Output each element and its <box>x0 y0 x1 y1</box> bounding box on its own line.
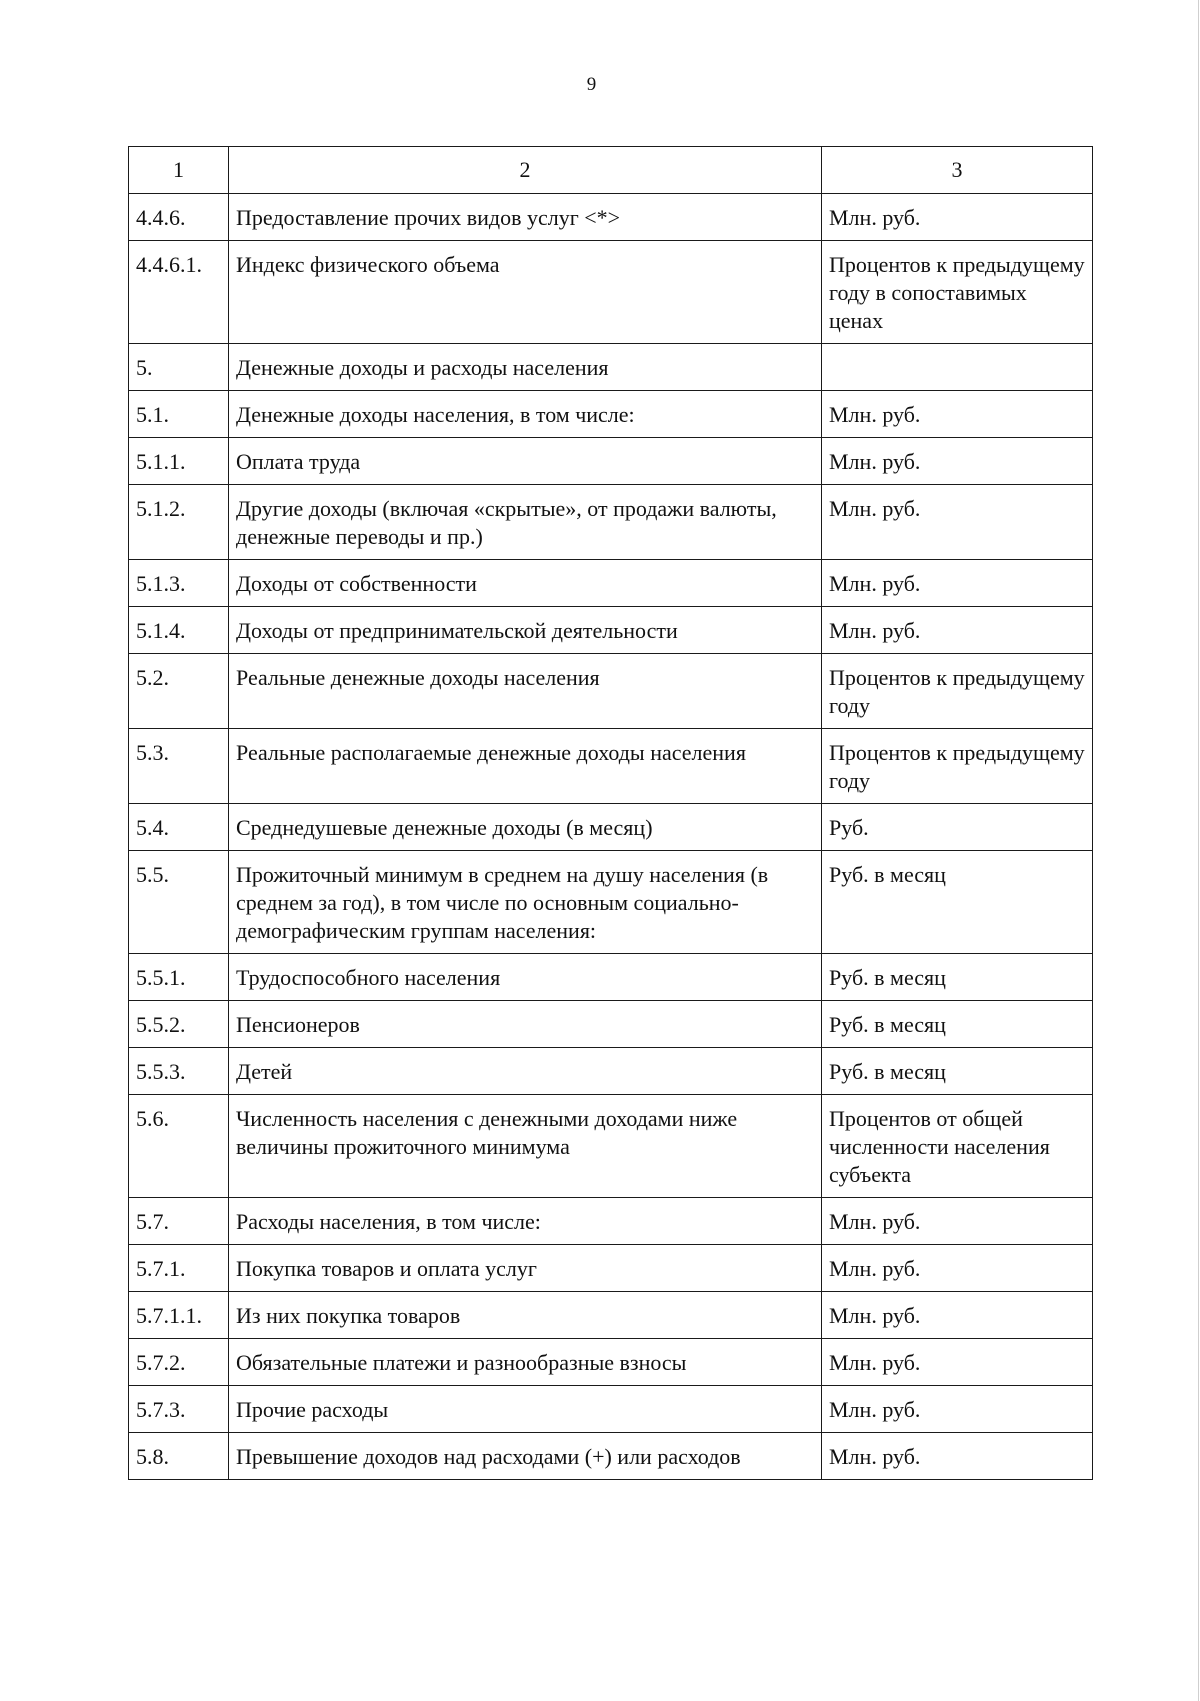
row-indicator-cell: Предоставление прочих видов услуг <*> <box>229 194 822 241</box>
row-number-cell: 5.4. <box>129 804 229 851</box>
row-indicator-cell: Индекс физического объема <box>229 241 822 344</box>
row-number-cell: 5.7.3. <box>129 1386 229 1433</box>
row-indicator-cell: Превышение доходов над расходами (+) или расходов <box>229 1433 822 1480</box>
table-row <box>129 729 1093 804</box>
row-number-cell: 5.7.1. <box>129 1245 229 1292</box>
row-indicator-cell: Доходы от предпринимательской деятельности <box>229 607 822 654</box>
row-indicator-cell: Обязательные платежи и разнообразные взносы <box>229 1339 822 1386</box>
row-unit-cell: Млн. руб. <box>822 1433 1093 1480</box>
table-row <box>129 194 1093 241</box>
row-number-cell: 5.5. <box>129 851 229 954</box>
row-indicator-cell: Покупка товаров и оплата услуг <box>229 1245 822 1292</box>
scan-edge-line <box>1198 0 1199 1701</box>
row-number-cell: 5.5.3. <box>129 1048 229 1095</box>
row-unit-cell: Процентов к предыдущему году <box>822 654 1093 729</box>
table-row <box>129 438 1093 485</box>
row-number-cell: 5.6. <box>129 1095 229 1198</box>
row-number-cell: 4.4.6.1. <box>129 241 229 344</box>
row-indicator-cell: Доходы от собственности <box>229 560 822 607</box>
row-number-cell: 5.7.2. <box>129 1339 229 1386</box>
table-row <box>129 1292 1093 1339</box>
row-unit-cell <box>822 344 1093 391</box>
row-indicator-cell: Из них покупка товаров <box>229 1292 822 1339</box>
row-number-cell: 5.7.1.1. <box>129 1292 229 1339</box>
row-indicator-cell: Численность населения с денежными доходами ниже величины прожиточного минимума <box>229 1095 822 1198</box>
row-indicator-cell: Другие доходы (включая «скрытые», от продажи валюты, денежные переводы и пр.) <box>229 485 822 560</box>
table-row <box>129 1339 1093 1386</box>
row-unit-cell: Млн. руб. <box>822 1292 1093 1339</box>
table-row <box>129 1001 1093 1048</box>
table-row <box>129 1095 1093 1198</box>
row-unit-cell: Млн. руб. <box>822 391 1093 438</box>
row-number-cell: 4.4.6. <box>129 194 229 241</box>
row-indicator-cell: Прочие расходы <box>229 1386 822 1433</box>
row-number-cell: 5.1.1. <box>129 438 229 485</box>
table-row <box>129 485 1093 560</box>
row-unit-cell: Млн. руб. <box>822 485 1093 560</box>
row-unit-cell: Млн. руб. <box>822 607 1093 654</box>
table-row <box>129 560 1093 607</box>
row-unit-cell: Млн. руб. <box>822 194 1093 241</box>
table-row <box>129 804 1093 851</box>
header-col-number: 1 <box>129 147 229 194</box>
table-row <box>129 1198 1093 1245</box>
indicators-table <box>128 146 1093 1480</box>
row-indicator-cell: Расходы населения, в том числе: <box>229 1198 822 1245</box>
table-body <box>129 194 1093 1480</box>
table-row <box>129 954 1093 1001</box>
row-unit-cell: Процентов от общей численности населения субъекта <box>822 1095 1093 1198</box>
header-row <box>129 147 1093 194</box>
table-row <box>129 1386 1093 1433</box>
table-row <box>129 391 1093 438</box>
row-unit-cell: Млн. руб. <box>822 1339 1093 1386</box>
row-number-cell: 5. <box>129 344 229 391</box>
row-unit-cell: Процентов к предыдущему году в сопоставимых ценах <box>822 241 1093 344</box>
row-unit-cell: Млн. руб. <box>822 1245 1093 1292</box>
row-number-cell: 5.5.2. <box>129 1001 229 1048</box>
row-number-cell: 5.8. <box>129 1433 229 1480</box>
table-row <box>129 1433 1093 1480</box>
row-indicator-cell: Оплата труда <box>229 438 822 485</box>
header-col-indicator: 2 <box>229 147 822 194</box>
row-number-cell: 5.2. <box>129 654 229 729</box>
table-header <box>129 147 1093 194</box>
table-row <box>129 851 1093 954</box>
row-unit-cell: Руб. в месяц <box>822 851 1093 954</box>
row-number-cell: 5.1.4. <box>129 607 229 654</box>
row-indicator-cell: Прожиточный минимум в среднем на душу населения (в среднем за год), в том числе по основным социально-демографическим группам населения: <box>229 851 822 954</box>
header-col-unit: 3 <box>822 147 1093 194</box>
page-number: 9 <box>586 74 597 95</box>
row-unit-cell: Руб. <box>822 804 1093 851</box>
row-number-cell: 5.1.2. <box>129 485 229 560</box>
row-indicator-cell: Среднедушевые денежные доходы (в месяц) <box>229 804 822 851</box>
row-indicator-cell: Денежные доходы населения, в том числе: <box>229 391 822 438</box>
row-unit-cell: Млн. руб. <box>822 560 1093 607</box>
table-row <box>129 1245 1093 1292</box>
row-indicator-cell: Реальные располагаемые денежные доходы населения <box>229 729 822 804</box>
row-unit-cell: Процентов к предыдущему году <box>822 729 1093 804</box>
table-row <box>129 607 1093 654</box>
row-indicator-cell: Детей <box>229 1048 822 1095</box>
row-unit-cell: Руб. в месяц <box>822 1048 1093 1095</box>
table-row <box>129 344 1093 391</box>
row-unit-cell: Руб. в месяц <box>822 954 1093 1001</box>
row-number-cell: 5.1.3. <box>129 560 229 607</box>
row-indicator-cell: Реальные денежные доходы населения <box>229 654 822 729</box>
table-row <box>129 241 1093 344</box>
row-unit-cell: Млн. руб. <box>822 1386 1093 1433</box>
row-unit-cell: Руб. в месяц <box>822 1001 1093 1048</box>
row-number-cell: 5.5.1. <box>129 954 229 1001</box>
row-number-cell: 5.1. <box>129 391 229 438</box>
table-row <box>129 654 1093 729</box>
row-number-cell: 5.3. <box>129 729 229 804</box>
table-row <box>129 1048 1093 1095</box>
row-unit-cell: Млн. руб. <box>822 1198 1093 1245</box>
row-indicator-cell: Пенсионеров <box>229 1001 822 1048</box>
row-number-cell: 5.7. <box>129 1198 229 1245</box>
row-unit-cell: Млн. руб. <box>822 438 1093 485</box>
row-indicator-cell: Денежные доходы и расходы населения <box>229 344 822 391</box>
row-indicator-cell: Трудоспособного населения <box>229 954 822 1001</box>
